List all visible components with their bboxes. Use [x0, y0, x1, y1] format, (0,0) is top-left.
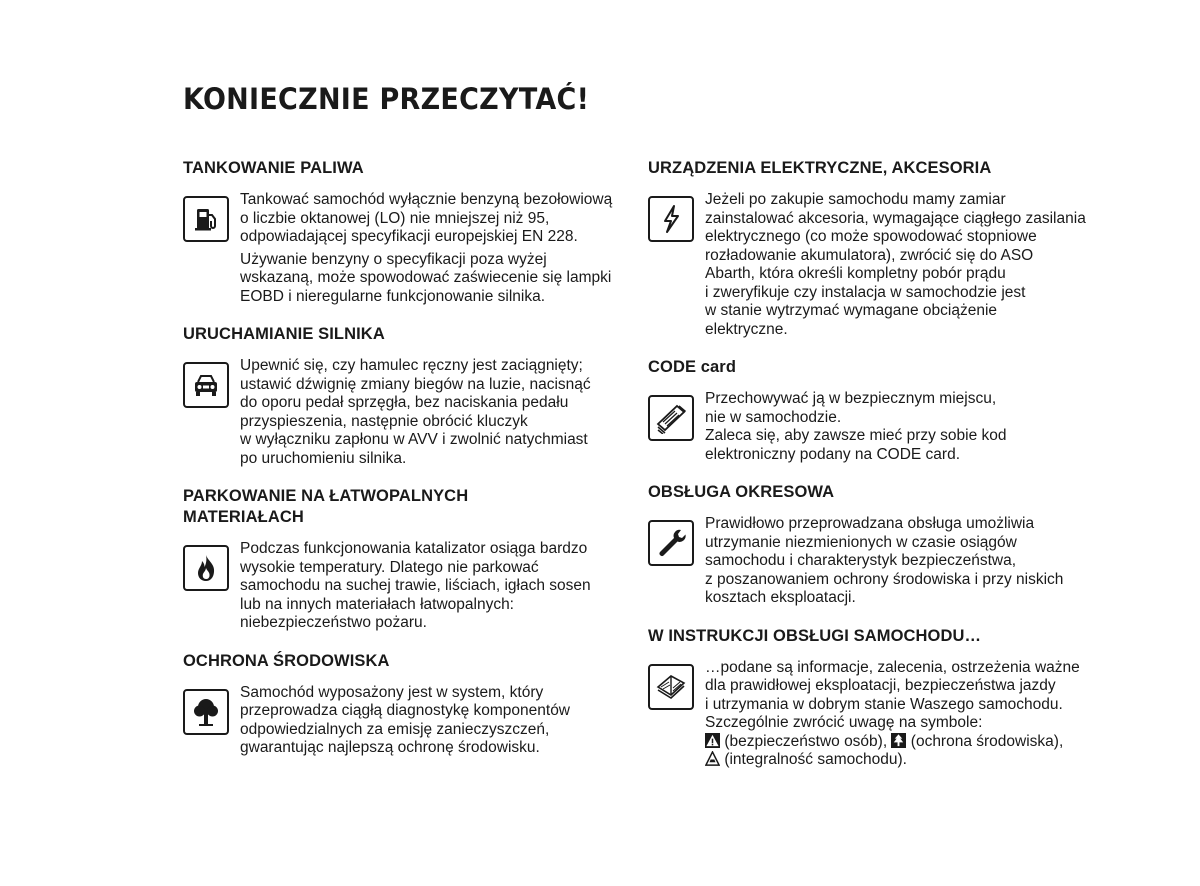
paragraph: Tankować samochód wyłącznie benzyną bezołowiową o liczbie oktanowej (LO) nie mniejszej niż 95, odpowiadającej specyfikacji europejskiej EN 228.	[240, 191, 613, 245]
wrench-icon	[648, 520, 694, 566]
section-heading: OCHRONA ŚRODOWISKA	[183, 651, 390, 670]
tree-icon	[183, 689, 229, 735]
lightning-icon	[648, 196, 694, 242]
paragraph: Jeżeli po zakupie samochodu mamy zamiar zainstalować akcesoria, wymagające ciągłego zasilania elektrycznego (co może spowodować stopniowe rozładowanie akumulatora), zwrócić się do ASO Abarth, która określi kompletny pobór prądu i zweryfikuje czy instalacja w samochodzie jest w stanie wytrzymać wymagane obciążenie elektryczne.	[705, 191, 1086, 338]
book-icon	[648, 664, 694, 710]
code-card-icon	[648, 395, 694, 441]
paragraph: Używanie benzyny o specyfikacji poza wyżej wskazaną, może spowodować zaświecenie się lampki EOBD i nieregularne funkcjonowanie silnika.	[240, 250, 612, 305]
section-heading: TANKOWANIE PALIWA	[183, 159, 364, 177]
paragraph: …podane są informacje, zalecenia, ostrzeżenia ważne dla prawidłowej eksploatacji, bezpieczeństwa jazdy i utrzymania w dobrym stanie Waszego samochodu. Szczególnie zwrócić uwagę na symbole: (bezpieczeństwo osób), (ochrona środowiska), (integralność samochodu).	[705, 658, 1080, 768]
warning-people-icon	[705, 733, 720, 748]
paragraph: Podczas funkcjonowania katalizator osiąga bardzo wysokie temperatury. Dlatego nie parkować samochodu na suchej trawie, liściach, igłach sosen lub na innych materiałach łatwopalnych: niebezpieczeństwo pożaru.	[240, 540, 591, 631]
paragraph: Samochód wyposażony jest w system, który przeprowadza ciągłą diagnostykę komponentów odpowiedzialnych za emisję zanieczyszczeń, gwarantując najlepszą ochronę środowisku.	[240, 683, 571, 756]
section-parking	[183, 486, 623, 637]
section-heading: OBSŁUGA OKRESOWA	[648, 483, 835, 501]
fuel-pump-icon	[183, 196, 229, 242]
paragraph: Upewnić się, czy hamulec ręczny jest zaciągnięty; ustawić dźwignię zmiany biegów na luzie, nacisnąć do oporu pedał sprzęgła, bez naciskania pedału przyspieszenia, następnie obrócić kluczyk w wyłączniku zapłonu w AVV i zwolnić natychmiast po uruchomieniu silnika.	[240, 357, 591, 467]
section-heading: URZĄDZENIA ELEKTRYCZNE, AKCESORIA	[648, 159, 992, 177]
paragraph: Przechowywać ją w bezpiecznym miejscu, nie w samochodzie. Zaleca się, aby zawsze mieć przy sobie kod elektroniczny podany na CODE card.	[705, 390, 1007, 463]
section-engine-start	[183, 324, 623, 472]
section-code-card	[648, 357, 1088, 468]
section-maintenance	[648, 482, 1088, 612]
section-manual	[648, 626, 1088, 774]
paragraph: Prawidłowo przeprowadzana obsługa umożliwia utrzymanie niezmienionych w czasie osiągów samochodu i charakterystyk bezpieczeństwa, z poszanowaniem ochrony środowiska i przy niskich kosztach eksploatacji.	[705, 515, 1064, 606]
section-heading: PARKOWANIE NA ŁATWOPALNYCH MATERIAŁACH	[183, 487, 469, 526]
environment-tree-icon	[891, 733, 906, 748]
section-fuel	[183, 158, 623, 310]
section-heading: CODE card	[648, 358, 737, 376]
fire-icon	[183, 545, 229, 591]
warning-vehicle-icon	[705, 751, 720, 766]
section-heading: URUCHAMIANIE SILNIKA	[183, 325, 385, 343]
page-title: KONIECZNIE PRZECZYTAĆ!	[183, 82, 590, 116]
section-heading: W INSTRUKCJI OBSŁUGI SAMOCHODU…	[648, 626, 982, 645]
right-column	[648, 158, 1088, 788]
left-column	[183, 158, 623, 776]
section-electrical	[648, 158, 1088, 343]
car-front-icon	[183, 362, 229, 408]
section-environment	[183, 651, 623, 762]
